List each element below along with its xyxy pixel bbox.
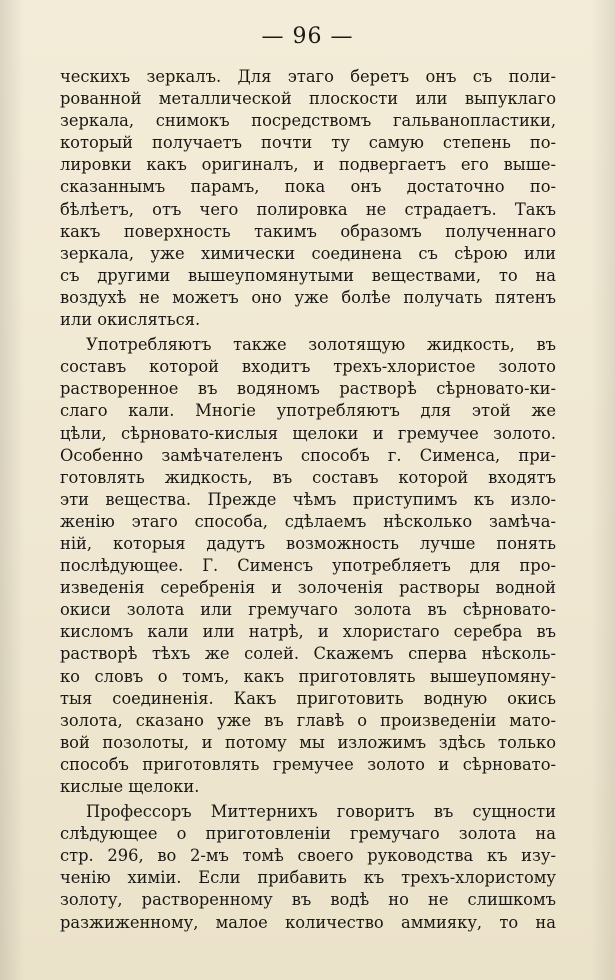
text-line: способъ приготовлять гремучее золото и сѣрновато- [60, 754, 556, 774]
text-line: Профессоръ Миттернихъ говоритъ въ сущности [86, 802, 556, 822]
text-line: эти вещества. Прежде чѣмъ приступимъ къ изло- [60, 489, 556, 509]
text-line: стр. 296, во 2-мъ томѣ своего руководства къ изу- [60, 846, 556, 866]
text-line: бѣлѣетъ, отъ чего полировка не страдаетъ. Такъ [60, 199, 556, 219]
text-line: зеркала, уже химически соединена съ сѣрою или [60, 243, 556, 263]
text-line: слѣдующее о приготовленіи гремучаго золота на [60, 824, 556, 844]
text-line: слаго кали. Многіе употребляютъ для этой же [60, 401, 556, 421]
text-line: разжиженному, малое количество аммияку, то на [60, 912, 556, 932]
text-line: ній, которыя дадутъ возможность лучше понять [60, 533, 556, 553]
text-line: изведенія серебренія и золоченія растворы водной [60, 578, 556, 598]
text-line: ченію химіи. Если прибавить къ трехъ-хлористому [60, 868, 556, 888]
text-line: послѣдующее. Г. Сименсъ употребляетъ для про- [60, 556, 556, 576]
text-line: какъ поверхность такимъ образомъ полученнаго [60, 221, 556, 241]
text-line: Употребляютъ также золотящую жидкость, въ [86, 335, 556, 355]
text-line: растворенное въ водяномъ растворѣ сѣрновато-ки- [60, 379, 556, 399]
text-line: растворѣ тѣхъ же солей. Скажемъ сперва нѣсколь- [60, 644, 556, 664]
text-line: лировки какъ оригиналъ, и подвергаетъ его выше- [60, 155, 556, 175]
text-line: окиси золота или гремучаго золота въ сѣрновато- [60, 600, 556, 620]
text-line: Особенно замѣчателенъ способъ г. Сименса, при- [60, 445, 556, 465]
text-line: цѣли, сѣрновато-кислыя щелоки и гремучее золото. [60, 423, 556, 443]
text-line: сказаннымъ парамъ, пока онъ достаточно по- [60, 177, 556, 197]
text-line: кисломъ кали или натрѣ, и хлористаго серебра въ [60, 622, 556, 642]
text-line: съ другими вышеупомянутыми веществами, то на [60, 265, 556, 285]
page-number: — 96 — [261, 24, 354, 49]
text-line: женію этаго способа, сдѣлаемъ нѣсколько замѣча- [60, 511, 556, 531]
text-line: составъ которой входитъ трехъ-хлористое золото [60, 357, 556, 377]
text-line: золота, сказано уже въ главѣ о произведеніи мато- [60, 710, 556, 730]
body-text [60, 66, 556, 934]
text-line: тыя соединенія. Какъ приготовить водную окись [60, 688, 556, 708]
text-line: золоту, растворенному въ водѣ но не слишкомъ [60, 890, 556, 910]
text-line: ко словъ о томъ, какъ приготовлять вышеупомяну- [60, 666, 556, 686]
text-line: зеркала, снимокъ посредствомъ гальванопластики, [60, 111, 556, 131]
text-line: вой позолоты, и потому мы изложимъ здѣсь только [60, 732, 556, 752]
text-line: готовлять жидкость, въ составъ которой входятъ [60, 467, 556, 487]
text-line: воздухѣ не можетъ оно уже болѣе получать пятенъ [60, 287, 556, 307]
text-line: или окисляться. [60, 310, 201, 330]
text-line: который получаетъ почти ту самую степень по- [60, 133, 556, 153]
text-line: рованной металлической плоскости или выпуклаго [60, 89, 556, 109]
text-line: ческихъ зеркалъ. Для этаго беретъ онъ съ поли- [60, 67, 556, 86]
text-line: кислые щелоки. [60, 777, 200, 796]
